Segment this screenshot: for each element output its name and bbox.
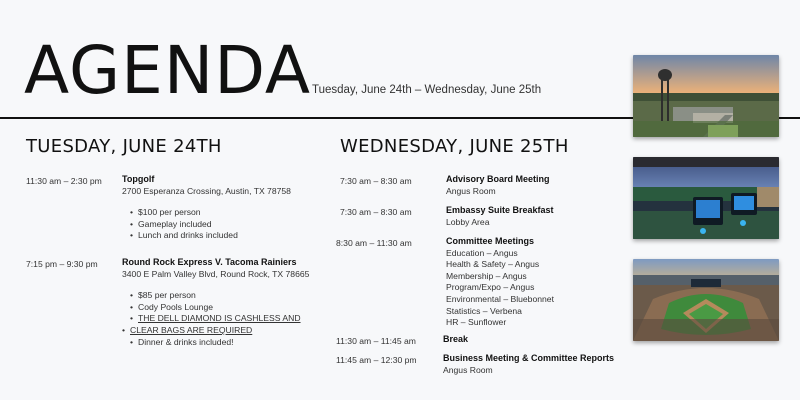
bullet-item: • Gameplay included <box>130 219 291 231</box>
event-location: Angus Room <box>443 364 493 375</box>
photo-topgolf-bays <box>633 157 779 239</box>
wednesday-event-2 <box>446 205 554 228</box>
bullet-item: • Dinner & drinks included! <box>130 337 309 349</box>
wednesday-event-1 <box>446 174 550 197</box>
committee-item: HR – Sunflower <box>446 317 507 328</box>
photo-baseball-stadium <box>633 259 779 341</box>
wednesday-event-5-time: 11:45 am – 12:30 pm <box>336 355 417 365</box>
event-name: Committee Meetings <box>446 236 535 246</box>
event-bullets <box>122 207 291 242</box>
wednesday-event-2-time: 7:30 am – 8:30 am <box>340 207 412 217</box>
event-bullets <box>122 290 309 348</box>
wednesday-event-3-time: 8:30 am – 11:30 am <box>336 238 412 248</box>
bullet-item: • Lunch and drinks included <box>130 230 291 242</box>
committee-item: Program/Expo – Angus <box>446 282 535 293</box>
wednesday-heading: WEDNESDAY, JUNE 25TH <box>340 136 569 157</box>
event-name: Business Meeting & Committee Reports <box>443 353 615 363</box>
wednesday-event-5 <box>443 353 614 376</box>
tuesday-event-2-time: 7:15 pm – 9:30 pm <box>26 259 98 269</box>
event-address: 3400 E Palm Valley Blvd, Round Rock, TX 78665 <box>122 268 310 279</box>
tuesday-event-2 <box>122 257 309 348</box>
date-range: Tuesday, June 24th – Wednesday, June 25th <box>312 84 542 96</box>
committee-item: Membership – Angus <box>446 270 527 281</box>
wednesday-event-3 <box>446 236 554 329</box>
event-name: Round Rock Express V. Tacoma Rainiers <box>122 257 297 267</box>
tuesday-heading: TUESDAY, JUNE 24TH <box>26 136 222 157</box>
page-title: AGENDA <box>24 32 312 109</box>
event-name: Break <box>443 334 469 344</box>
wednesday-event-1-time: 7:30 am – 8:30 am <box>340 176 412 186</box>
photo-water-tower-sunset <box>633 55 779 137</box>
bullet-item: • $85 per person <box>130 290 309 302</box>
event-location: Lobby Area <box>446 216 490 227</box>
committee-item: Health & Safety – Angus <box>446 259 540 270</box>
event-name: Embassy Suite Breakfast <box>446 205 554 215</box>
wednesday-event-4 <box>443 334 468 346</box>
event-address: 2700 Esperanza Crossing, Austin, TX 78758 <box>122 185 291 196</box>
event-location: Angus Room <box>446 185 496 196</box>
event-name: Topgolf <box>122 174 155 184</box>
committee-item: Education – Angus <box>446 247 518 258</box>
bullet-item: • Cody Pools Lounge <box>130 302 309 314</box>
tuesday-event-1-time: 11:30 am – 2:30 pm <box>26 176 102 186</box>
wednesday-event-4-time: 11:30 am – 11:45 am <box>336 336 416 346</box>
bullet-item-cashless-notice: • THE DELL DIAMOND IS CASHLESS AND <box>130 313 309 325</box>
event-name: Advisory Board Meeting <box>446 174 550 184</box>
committee-item: Environmental – Bluebonnet <box>446 293 554 304</box>
committee-item: Statistics – Verbena <box>446 305 522 316</box>
tuesday-event-1 <box>122 174 291 242</box>
bullet-item: • $100 per person <box>130 207 291 219</box>
bullet-item-clear-bags-notice: • CLEAR BAGS ARE REQUIRED <box>122 325 301 337</box>
